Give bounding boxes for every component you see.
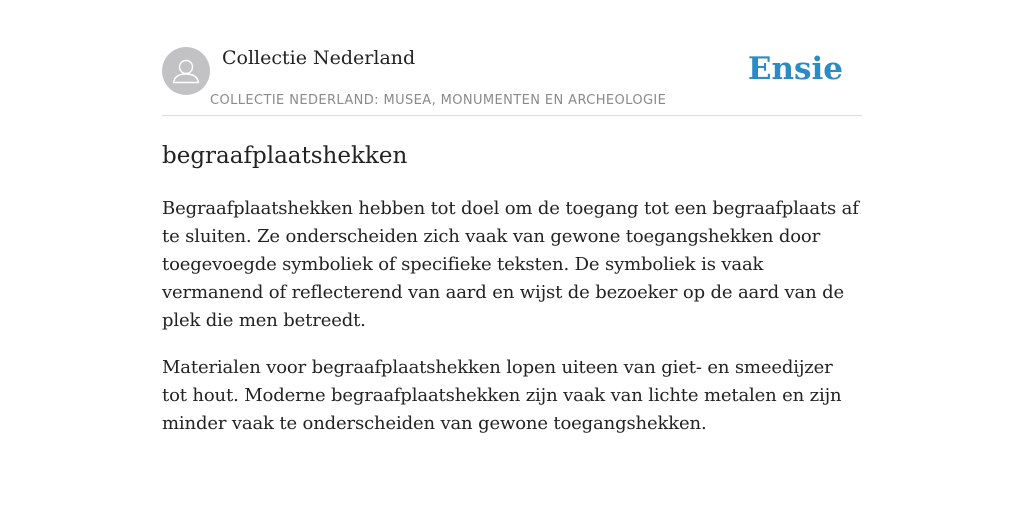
card-header <box>162 40 862 116</box>
collection-label[interactable]: COLLECTIE NEDERLAND: MUSEA, MONUMENTEN EN ARCHEOLOGIE <box>210 93 667 108</box>
author-avatar[interactable] <box>162 47 210 95</box>
entry-term: begraafplaatshekken <box>162 143 408 169</box>
author-name[interactable]: Collectie Nederland <box>222 47 416 69</box>
definition-paragraph: Begraafplaatshekken hebben tot doel om de toegang tot een begraafplaats af te sluiten. Ze onderscheiden zich vaak van gewone toegangshekken door toegevoegde symboliek of specifieke teksten. De symboliek is vaak vermanend of reflecterend van aard en wijst de bezoeker op de aard van de plek die men betreedt. <box>162 198 859 331</box>
ensie-logo[interactable]: Ensie <box>747 51 843 87</box>
definition-paragraph: Materialen voor begraafplaatshekken lopen uiteen van giet- en smeedijzer tot hout. Moderne begraafplaatshekken zijn vaak van lichte metalen en zijn minder vaak te onderscheiden van gewone toegangshekken. <box>162 357 842 434</box>
user-icon <box>162 47 210 95</box>
definition-card <box>162 40 862 438</box>
